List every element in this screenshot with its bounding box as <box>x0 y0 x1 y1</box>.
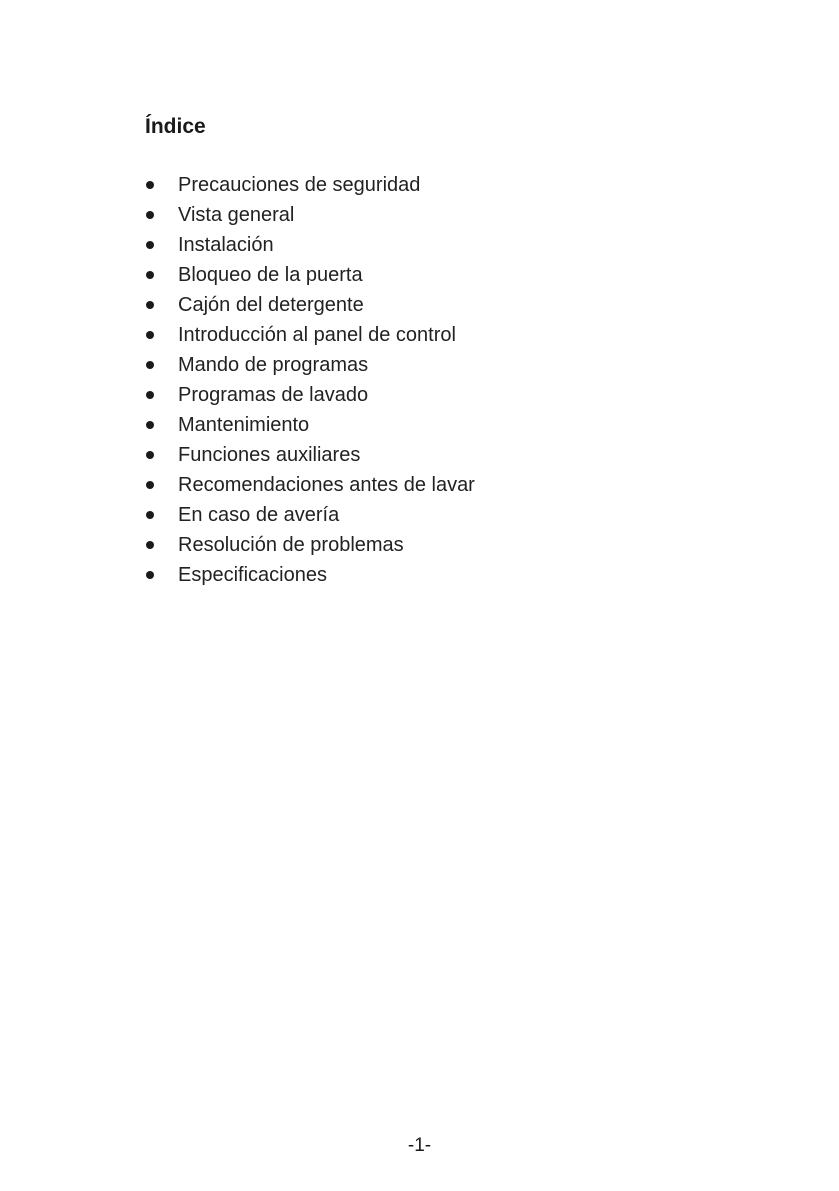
toc-item-label: En caso de avería <box>178 504 340 526</box>
toc-item-label: Funciones auxiliares <box>178 444 361 466</box>
toc-item-label: Introducción al panel de control <box>178 324 456 346</box>
bullet-icon <box>146 301 154 309</box>
toc-item-label: Especificaciones <box>178 564 327 586</box>
toc-item-label: Precauciones de seguridad <box>178 174 421 196</box>
toc-item-label: Bloqueo de la puerta <box>178 264 363 286</box>
bullet-icon <box>146 481 154 489</box>
bullet-icon <box>146 361 154 369</box>
bullet-icon <box>146 511 154 519</box>
toc-item-label: Vista general <box>178 204 295 226</box>
toc-item-label: Mantenimiento <box>178 414 310 436</box>
bullet-icon <box>146 391 154 399</box>
toc-item-label: Cajón del detergente <box>178 294 364 316</box>
bullet-icon <box>146 211 154 219</box>
page-number: -1- <box>407 1135 432 1156</box>
page-title: Índice <box>145 115 206 138</box>
toc-item-label: Programas de lavado <box>178 384 369 406</box>
bullet-icon <box>146 541 154 549</box>
bullet-icon <box>146 451 154 459</box>
bullet-icon <box>146 571 154 579</box>
toc-item-label: Mando de programas <box>178 354 369 376</box>
bullet-icon <box>146 421 154 429</box>
toc-item-label: Recomendaciones antes de lavar <box>178 474 475 496</box>
bullet-icon <box>146 181 154 189</box>
bullet-icon <box>146 331 154 339</box>
bullet-icon <box>146 241 154 249</box>
toc-item-label: Instalación <box>178 234 274 256</box>
bullet-icon <box>146 271 154 279</box>
toc-item-label: Resolución de problemas <box>178 534 404 556</box>
